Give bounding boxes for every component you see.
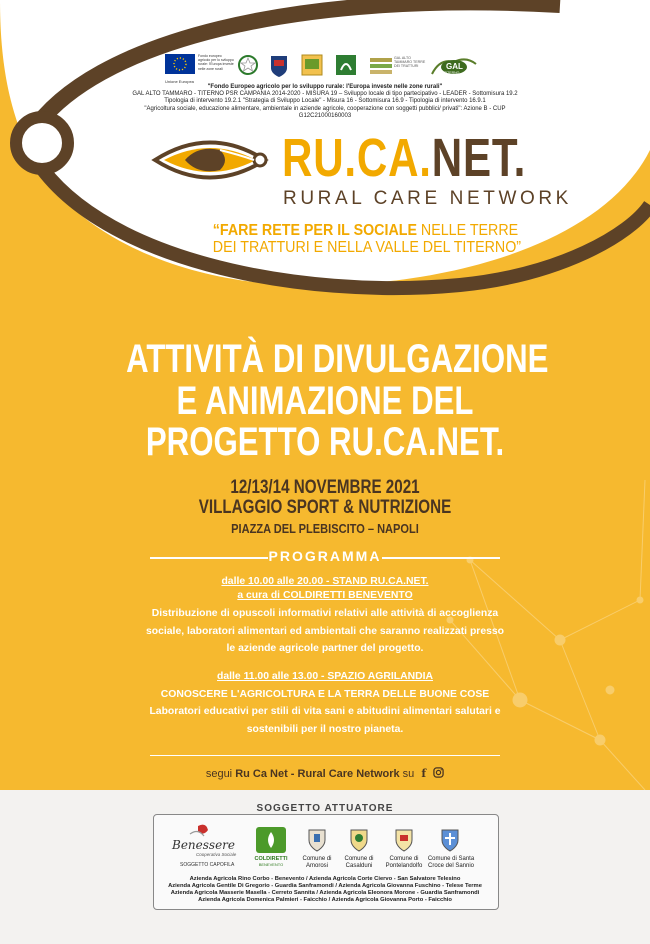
comune-3-label (381, 856, 427, 870)
header-ring (16, 117, 68, 169)
program-item-2-desc-2: sostenibili per il nostro pianeta. (246, 723, 404, 735)
comune-1-l1: Comune di (302, 856, 332, 862)
program-item-2-time: dalle 11.00 alle 13.00 - SPAZIO AGRILANDIA (217, 671, 433, 682)
event-venue: VILLAGGIO SPORT & NUTRIZIONE (198, 497, 452, 518)
funding-line-3: Tipologia di intervento 19.2.1 "Strategia di Sviluppo Locale" - Misura 16 - Sottomisura 16.9 - Tipologia di intervento 16.9.1 (164, 98, 486, 105)
comune-1-l2: Amorosi (305, 863, 328, 869)
funding-text (130, 84, 520, 120)
slogan-rest: NELLE TERRE (416, 222, 519, 239)
program-title: PROGRAMMA (268, 548, 382, 564)
event-dates: 12/13/14 NOVEMBRE 2021 (230, 477, 420, 498)
slogan-bold: “FARE RETE PER IL SOCIALE (212, 222, 417, 239)
follow-prefix: segui (205, 768, 236, 780)
amorosi-crest-icon (307, 826, 327, 852)
coldiretti-logo (255, 826, 287, 854)
follow-name: Ru Ca Net - Rural Care Network (235, 768, 400, 780)
headline-line-1: ATTIVITÀ DI DIVULGAZIONE (126, 337, 549, 381)
brand-subtitle: RURAL CARE NETWORK (283, 188, 572, 209)
gal-alto-tammaro-text: GAL ALTO TAMMARO TERRE DEI TRATTURI (394, 56, 426, 69)
coldiretti-sub: BENEVENTO (258, 862, 284, 867)
slogan-line-2: DEI TRATTURI E NELLA VALLE DEL TITERNO” (212, 239, 522, 256)
gal-badge-sub: TITERNO (444, 71, 460, 75)
follow-suffix: su (399, 768, 415, 780)
social-follow (150, 767, 500, 780)
program-item-2 (115, 668, 535, 738)
footer-divider (150, 755, 500, 756)
facebook-icon[interactable]: f (421, 767, 427, 780)
eu-flag-logo (165, 54, 195, 84)
psr-logo (301, 54, 323, 78)
program-item-1-desc-3: le aziende agricole partner del progetto. (226, 643, 424, 654)
program-item-1-desc-2: sociale, laboratori alimentari ed ambientali che saranno realizzati presso (145, 625, 505, 637)
program-item-1-org: a cura di COLDIRETTI BENEVENTO (237, 589, 413, 601)
company-line-4: Azienda Agricola Domenica Palmieri - Faicchio / Azienda Agricola Giovanna Porto - Faicchio (198, 897, 452, 903)
soggetto-capofila: SOGGETTO CAPOFILA (180, 862, 235, 868)
program-item-2-desc-1: Laboratori educativi per stili di vita sani e abitudini alimentari salutari e (149, 706, 501, 717)
rucanet-eye-logo (150, 130, 270, 190)
soggetto-title: SOGGETTO ATTUATORE (250, 803, 400, 814)
gal-titerno-logo (430, 54, 478, 78)
benessere-sub: Cooperativa Sociale (196, 852, 237, 857)
funding-line-1: "Fondo Europeo agricolo per lo sviluppo rurale: l'Europa investe nelle zone rurali" (207, 84, 443, 90)
funding-logos (165, 54, 485, 82)
comune-1-label (297, 856, 337, 870)
comune-4-l1: Comune di Santa (427, 856, 475, 862)
program-item-1-desc-1: Distribuzione di opuscoli informativi relativi alle attività di accoglienza (151, 608, 499, 619)
headline-line-3: PROGETTO RU.CA.NET. (145, 420, 505, 464)
comune-2-label (339, 856, 379, 870)
casalduni-crest-icon (349, 826, 369, 852)
funding-line-4: "Agricoltura sociale, educazione alimentare, ambientale in aziende agricole, cooperazione con soggetti pubblici/ privati": Azione B - CUP G12C21000160003 (144, 105, 506, 119)
comune-4-label (426, 856, 476, 870)
partner-companies (160, 876, 490, 904)
comune-2-l2: Casalduni (345, 863, 373, 869)
funding-line-2: GAL ALTO TAMMARO - TITERNO PSR CAMPANIA 2014-2020 - MISURA 19 – Sviluppo locale di tipo partecipativo - LEADER - Sottomisura 19.2 (132, 91, 518, 98)
event-place: PIAZZA DEL PLEBISCITO – NAPOLI (231, 521, 419, 536)
company-line-3: Azienda Agricola Masserie Masella - Cerreto Sannita / Azienda Agricola Eleonora Morone - Guardia Sanframondi (170, 890, 480, 896)
comune-4-l2: Croce del Sannio (427, 863, 475, 869)
headline (126, 337, 549, 464)
gal-alto-tammaro-logo (370, 54, 425, 78)
brand-title-ruca: RU.CA. (282, 128, 432, 188)
program-item-1 (115, 573, 535, 658)
campania-logo (269, 54, 289, 78)
italy-emblem-logo (237, 54, 259, 78)
coldiretti-name: COLDIRETTI (254, 856, 288, 862)
eu-fund-text: Fondo europeo agricolo per lo sviluppo rurale: l'Europa investe nelle zone rurali (198, 54, 234, 71)
comune-2-l1: Comune di (344, 856, 374, 862)
leader-logo (335, 54, 357, 78)
eu-caption: Unione Europea (165, 79, 194, 84)
pontelandolfo-crest-icon (394, 826, 414, 852)
brand-title (282, 130, 526, 186)
program-item-1-time: dalle 10.00 alle 20.00 - STAND RU.CA.NET. (221, 576, 429, 587)
benessere-name: Benessere (172, 838, 236, 852)
brand-title-net: NET. (431, 128, 527, 188)
program-item-2-title: CONOSCERE L'AGRICOLTURA E LA TERRA DELLE BUONE COSE (160, 688, 490, 700)
company-line-1: Azienda Agricola Rino Corbo - Benevento / Azienda Agricola Corte Ciervo - San Salvatore Telesino (189, 876, 461, 882)
headline-line-2: E ANIMAZIONE DEL (176, 378, 474, 423)
gal-badge: GAL (446, 62, 463, 71)
slogan (212, 222, 522, 256)
company-line-2: Azienda Agricola Gentile Di Gregorio - Guardia Sanframondi / Azienda Agricola Giovanna Fuschino - Telese Terme (168, 883, 482, 889)
comune-3-l2: Pontelandolfo (385, 863, 423, 869)
comune-3-l1: Comune di (389, 856, 419, 862)
santa-croce-crest-icon (440, 826, 460, 852)
instagram-icon[interactable] (433, 767, 444, 778)
